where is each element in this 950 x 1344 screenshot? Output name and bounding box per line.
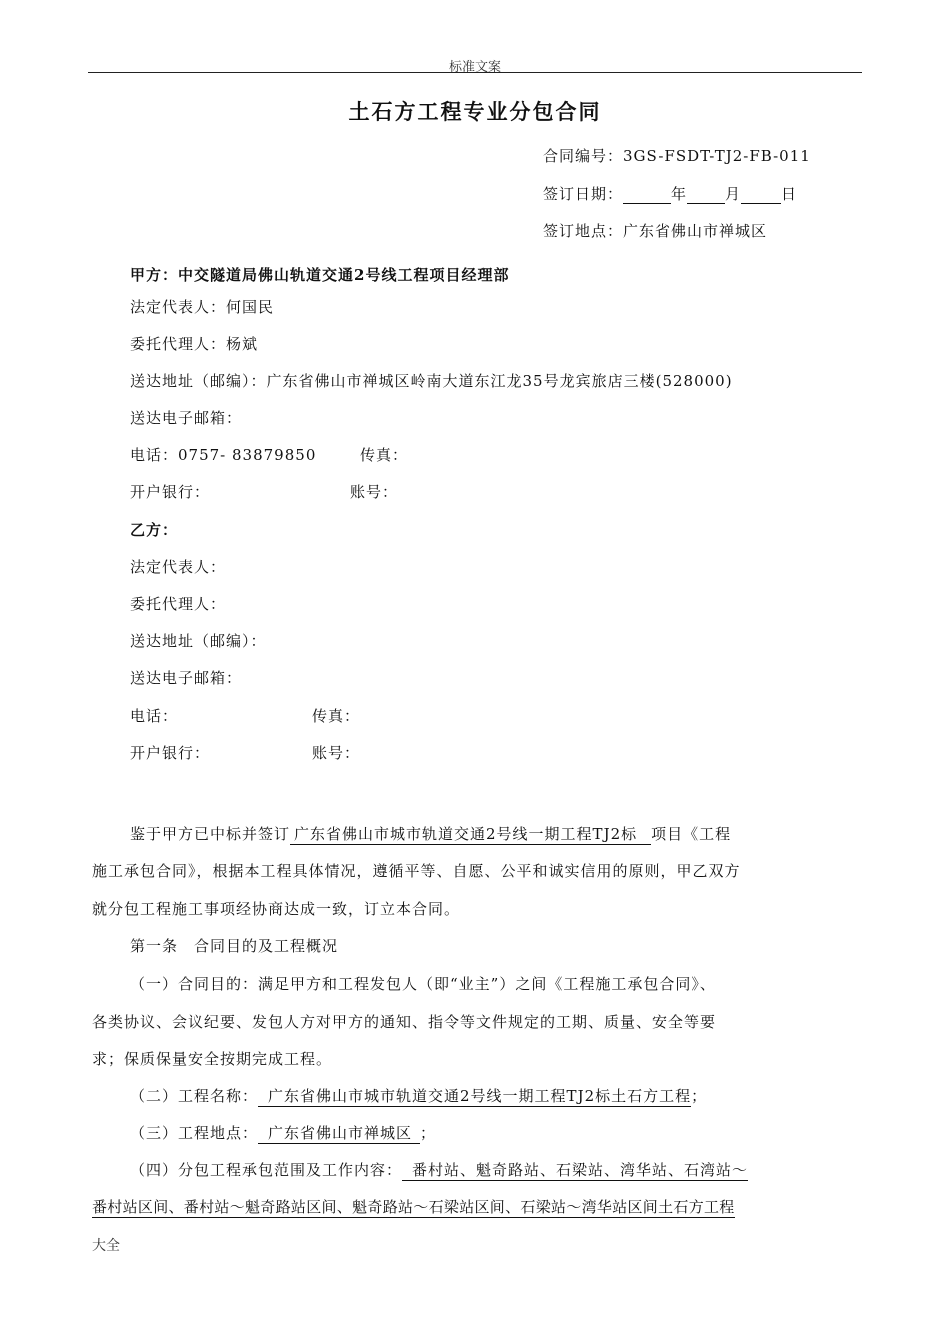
page-header: 标准文案 — [448, 60, 501, 75]
project-place: 广东省佛山市禅城区 — [258, 1124, 420, 1144]
month-blank[interactable] — [687, 187, 725, 204]
purpose-line-2: 各类协议、会议纪要、发包人方对甲方的通知、指令等文件规定的工期、质量、安全等要 — [92, 1013, 717, 1031]
contract-number-label: 合同编号： — [543, 147, 624, 165]
preamble-tail: 项目《工程 — [651, 825, 732, 843]
preamble-line-2: 施工承包合同》，根据本工程具体情况，遵循平等、自愿、公平和诚实信用的原则，甲乙双方 — [92, 862, 741, 880]
sign-place-line — [543, 220, 767, 241]
sign-place-label: 签订地点： — [543, 222, 624, 240]
project-place-line — [130, 1122, 436, 1143]
month-label: 月 — [725, 185, 742, 203]
project-place-label: （三）工程地点： — [130, 1124, 259, 1142]
year-label: 年 — [671, 185, 688, 203]
party-a-address: 送达地址（邮编）：广东省佛山市禅城区岭南大道东江龙35号龙宾旅店三楼(528000) — [130, 372, 733, 390]
party-b-account: 账号： — [312, 744, 361, 762]
scope-line-2 — [92, 1196, 735, 1217]
year-blank[interactable] — [623, 187, 671, 204]
party-b-address: 送达地址（邮编）： — [130, 632, 267, 650]
project-name-label: （二）工程名称： — [130, 1087, 259, 1105]
sign-date-label: 签订日期： — [543, 185, 624, 203]
party-a-phone: 电话：0757- 83879850 — [130, 446, 317, 464]
project-name: 广东省佛山市城市轨道交通2号线一期工程TJ2标土石方工程 — [258, 1087, 691, 1107]
contract-number-line — [543, 145, 811, 166]
sign-place: 广东省佛山市禅城区 — [623, 222, 768, 240]
project-place-semicolon: ； — [420, 1124, 437, 1142]
project-name-line — [130, 1085, 707, 1106]
header-rule — [88, 72, 862, 73]
preamble-project: 广东省佛山市城市轨道交通2号线一期工程TJ2标 — [290, 825, 651, 845]
party-b-phone: 电话： — [130, 707, 179, 725]
page-footer: 大全 — [92, 1238, 120, 1254]
party-a-email: 送达电子邮箱： — [130, 409, 243, 427]
day-label: 日 — [781, 185, 798, 203]
party-b-legal-rep: 法定代表人： — [130, 558, 227, 576]
contract-number: 3GS-FSDT-TJ2-FB-011 — [623, 147, 811, 165]
preamble-line-1 — [130, 823, 731, 844]
scope-value-2: 番村站区间、番村站～魁奇路站区间、魁奇路站～石梁站区间、石梁站～湾华站区间土石方工程 — [92, 1198, 735, 1216]
party-a-agent: 委托代理人：杨斌 — [130, 335, 259, 353]
day-blank[interactable] — [741, 187, 781, 204]
preamble-lead: 鉴于甲方已中标并签订 — [130, 825, 291, 843]
party-a-account: 账号： — [350, 483, 399, 501]
purpose-line-1: （一）合同目的：满足甲方和工程发包人（即“业主”）之间《工程施工承包合同》、 — [130, 975, 716, 993]
scope-label: （四）分包工程承包范围及工作内容： — [130, 1161, 403, 1179]
scope-line-1 — [130, 1159, 748, 1180]
party-b-fax: 传真： — [312, 707, 361, 725]
project-name-semicolon: ； — [691, 1087, 708, 1105]
party-b-agent: 委托代理人： — [130, 595, 227, 613]
purpose-line-3: 求；保质保量安全按期完成工程。 — [92, 1050, 333, 1068]
party-a-heading: 甲方：中交隧道局佛山轨道交通2号线工程项目经理部 — [130, 266, 510, 284]
preamble-line-3: 就分包工程施工事项经协商达成一致，订立本合同。 — [92, 900, 461, 918]
party-a-bank: 开户银行： — [130, 483, 211, 501]
document-title: 土石方工程专业分包合同 — [348, 100, 602, 124]
party-a-fax: 传真： — [360, 446, 409, 464]
party-a-legal-rep: 法定代表人：何国民 — [130, 298, 275, 316]
party-b-bank: 开户银行： — [130, 744, 211, 762]
sign-date-line — [543, 183, 797, 204]
scope-value-1: 番村站、魁奇路站、石梁站、湾华站、石湾站～ — [402, 1161, 748, 1181]
party-b-email: 送达电子邮箱： — [130, 669, 243, 687]
article-1-heading: 第一条 合同目的及工程概况 — [130, 937, 339, 955]
party-b-heading: 乙方： — [130, 521, 179, 539]
